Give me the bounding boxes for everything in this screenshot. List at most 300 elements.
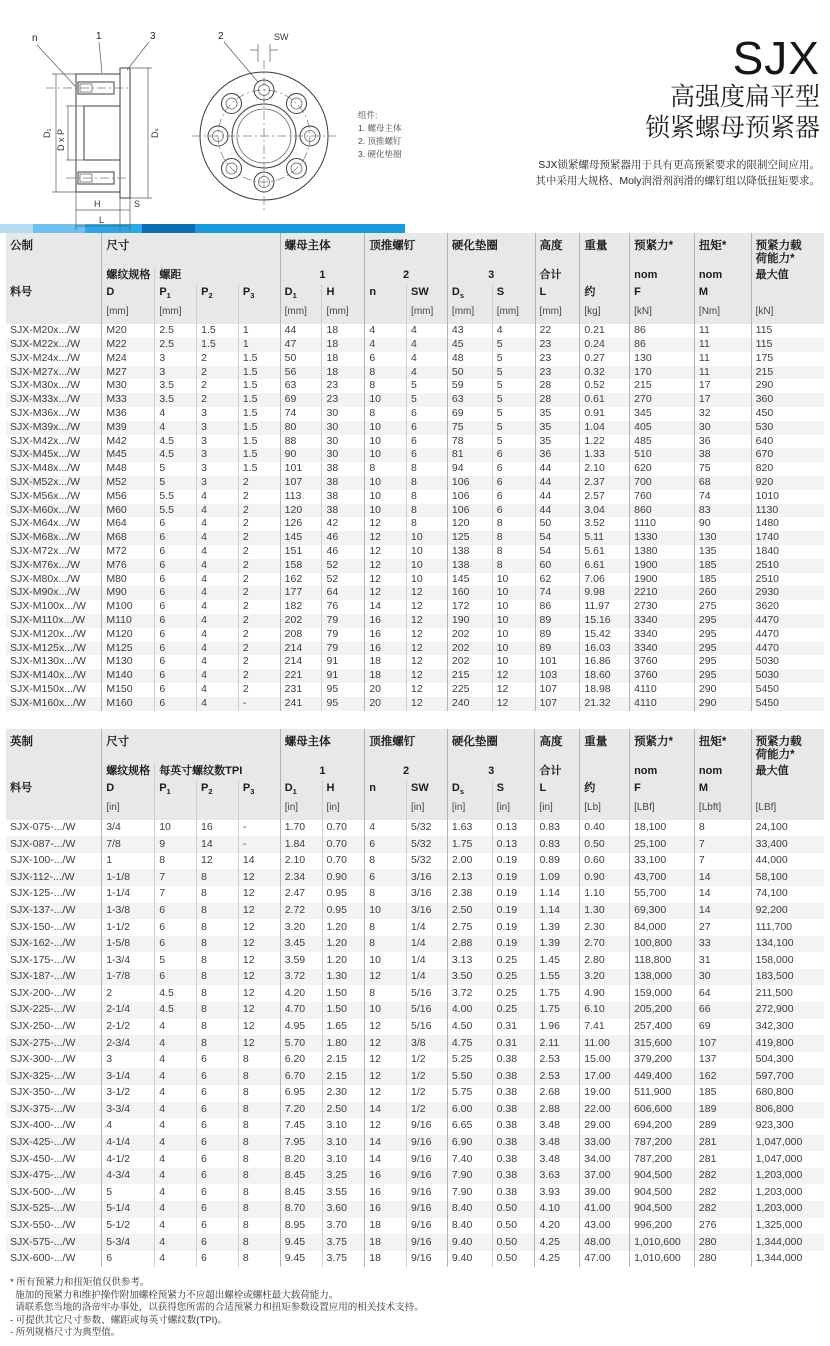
table-cell: 5 (407, 379, 448, 393)
table-cell: 10 (365, 448, 407, 462)
header-cell (6, 800, 102, 820)
table-cell: 8 (492, 545, 535, 559)
header-cell: nom (694, 267, 751, 284)
table-cell: 0.25 (492, 985, 535, 1002)
table-cell: 79 (322, 628, 365, 642)
table-cell: 5 (492, 407, 535, 421)
table-cell: 9/16 (407, 1135, 448, 1152)
dim-s: S (134, 199, 141, 209)
table-cell: 280 (694, 1234, 751, 1251)
table-cell: 5 (492, 435, 535, 449)
description-line-1: SJX锁紧螺母预紧器用于具有更高预紧要求的限制空间应用。 (538, 159, 820, 171)
table-cell: 14 (694, 869, 751, 886)
table-cell: M33 (102, 393, 155, 407)
table-cell: 18 (365, 1218, 407, 1235)
table-cell: 1.14 (535, 903, 580, 920)
header-cell: 螺纹规格 (102, 763, 155, 780)
table-cell: 35 (535, 421, 580, 435)
header-cell: L (535, 284, 580, 304)
table-cell: 1,010,600 (630, 1251, 695, 1268)
table-cell: 4 (197, 559, 239, 573)
table-cell: SJX-M36x.../W (10, 406, 81, 419)
table-cell: 4 (155, 1085, 197, 1102)
header-cell (6, 763, 102, 780)
table-cell: 18.60 (580, 669, 630, 683)
table-cell: 6 (155, 586, 197, 600)
table-cell: 6 (197, 1201, 239, 1218)
table-cell: 1.5 (238, 366, 280, 380)
table-cell: 2 (197, 366, 239, 380)
table-cell: 0.38 (492, 1085, 535, 1102)
table-cell: SJX-M76x.../W (10, 558, 81, 571)
header-cell: 重量 (580, 233, 630, 267)
table-row (6, 379, 824, 393)
table-cell: 44 (280, 324, 322, 338)
table-cell: 9/16 (407, 1168, 448, 1185)
table-cell: 1.63 (447, 820, 492, 837)
table-cell: 0.38 (492, 1052, 535, 1069)
table-cell: M130 (102, 655, 155, 669)
table-cell: 1 (102, 853, 155, 870)
footnote-line: - 所列规格尺寸为典型值。 (10, 1327, 121, 1339)
table-row (6, 545, 824, 559)
table-cell: 1.5 (238, 462, 280, 476)
table-cell: 12 (365, 969, 407, 986)
table-cell: 12 (407, 669, 448, 683)
table-cell: 5030 (751, 655, 824, 669)
table-cell: 10 (365, 435, 407, 449)
header-cell: F (630, 284, 695, 304)
table-cell: 5 (102, 1184, 155, 1201)
table-cell: 0.38 (492, 1184, 535, 1201)
table-cell: 81 (447, 448, 492, 462)
table-row (6, 407, 824, 421)
table-cell: 34.00 (580, 1151, 630, 1168)
table-cell: 2.70 (580, 936, 630, 953)
table-cell: 2 (238, 642, 280, 656)
table-cell: 6 (492, 504, 535, 518)
table-cell: 74 (535, 586, 580, 600)
table-cell: 12 (238, 952, 280, 969)
table-cell: 6 (492, 490, 535, 504)
table-cell: 10 (365, 903, 407, 920)
table-cell: 10 (365, 476, 407, 490)
table-row (6, 1035, 824, 1052)
table-row (6, 1168, 824, 1185)
table-cell: 120 (447, 517, 492, 531)
table-cell: 46 (322, 545, 365, 559)
table-cell: SJX-137-.../W (10, 903, 76, 916)
table-cell: - (238, 836, 280, 853)
table-cell: 5.61 (580, 545, 630, 559)
table-cell: 0.91 (580, 407, 630, 421)
table-cell: 1.75 (535, 985, 580, 1002)
table-cell: 4 (197, 628, 239, 642)
table-cell: 101 (280, 462, 322, 476)
table-cell: 75 (694, 462, 751, 476)
table-cell: 2.68 (535, 1085, 580, 1102)
header-cell: 公制 (6, 233, 102, 267)
table-cell: 8.45 (280, 1168, 322, 1185)
header-cell: 最大值 (751, 763, 824, 780)
table-cell: 92,200 (751, 903, 824, 920)
table-cell: SJX-M39x.../W (10, 420, 81, 433)
table-cell: 6.65 (447, 1118, 492, 1135)
table-cell: 118,800 (630, 952, 695, 969)
table-cell: SJX-M24x.../W (10, 351, 81, 364)
header-cell: 合计 (535, 267, 580, 284)
table-cell: 74 (694, 490, 751, 504)
table-cell: 272,900 (751, 1002, 824, 1019)
table-cell: 91 (322, 655, 365, 669)
table-cell: 787,200 (630, 1151, 695, 1168)
table-cell: M140 (102, 669, 155, 683)
table-cell: SJX-112-.../W (10, 870, 75, 883)
table-cell: 126 (280, 517, 322, 531)
table-cell: 30 (322, 435, 365, 449)
table-row (6, 683, 824, 697)
table-cell: 0.19 (492, 886, 535, 903)
table-cell: 3-1/2 (102, 1085, 155, 1102)
table-cell: 0.83 (535, 820, 580, 837)
table-cell: 3.59 (280, 952, 322, 969)
table-cell: 1-7/8 (102, 969, 155, 986)
table-cell: 12 (238, 985, 280, 1002)
table-cell: 12 (365, 1085, 407, 1102)
table-cell: 2-3/4 (102, 1035, 155, 1052)
table-cell: 1-5/8 (102, 936, 155, 953)
footnote-line: 施加的预紧力和维护操作附加螺栓预紧力不应超出螺栓或螺柱最大载荷能力。 (10, 1289, 339, 1301)
table-cell: 5 (492, 338, 535, 352)
table-row (6, 628, 824, 642)
table-cell: 1.96 (535, 1019, 580, 1036)
table-cell: 8 (197, 936, 239, 953)
header-cell: 高度 (535, 729, 580, 763)
table-cell: 185 (694, 1085, 751, 1102)
table-cell: 3.10 (322, 1135, 365, 1152)
table-cell: M48 (102, 462, 155, 476)
table-cell: 8 (238, 1068, 280, 1085)
table-cell: SJX-M120x.../W (10, 627, 86, 640)
dim-h: H (94, 199, 101, 209)
header-cell: 螺母主体 (280, 233, 365, 267)
table-cell: 1.55 (535, 969, 580, 986)
table-cell: 511,900 (630, 1085, 695, 1102)
table-cell: 2.5 (155, 324, 197, 338)
header-cell: 约 (580, 284, 630, 304)
table-cell: 4 (407, 338, 448, 352)
table-cell: 221 (280, 669, 322, 683)
table-cell: 38 (322, 462, 365, 476)
table-cell: 281 (694, 1151, 751, 1168)
table-cell: 4 (197, 642, 239, 656)
table-cell: 6 (365, 836, 407, 853)
section-view (32, 31, 160, 230)
table-cell: 107 (535, 683, 580, 697)
table-cell: 3340 (630, 614, 695, 628)
header-cell: 每英寸螺纹数TPI (155, 763, 281, 780)
table-cell: 9/16 (407, 1118, 448, 1135)
table-cell: 44,000 (751, 853, 824, 870)
table-cell: 208 (280, 628, 322, 642)
table-cell: 8 (365, 379, 407, 393)
table-cell: 0.32 (580, 366, 630, 380)
table-cell: 3.55 (322, 1184, 365, 1201)
table-cell: 1.20 (322, 936, 365, 953)
table-cell: SJX-M160x.../W (10, 696, 86, 709)
table-cell: 2 (238, 517, 280, 531)
table-cell: 8 (197, 886, 239, 903)
table-cell: 33 (694, 936, 751, 953)
table-cell: 2510 (751, 573, 824, 587)
table-cell: 2 (102, 985, 155, 1002)
table-cell: 240 (447, 697, 492, 711)
table-cell: 4 (365, 338, 407, 352)
table-cell: 4470 (751, 642, 824, 656)
table-cell: 14 (365, 600, 407, 614)
table-cell: SJX-M42x.../W (10, 434, 81, 447)
table-cell: 12 (407, 697, 448, 711)
table-cell: 1330 (630, 531, 695, 545)
table-cell: M52 (102, 476, 155, 490)
table-row (6, 352, 824, 366)
table-cell: 14 (365, 1102, 407, 1119)
table-cell: 95 (322, 683, 365, 697)
legend-title: 组件: (358, 110, 378, 120)
header-cell: $P_3$ (238, 284, 280, 304)
table-cell: 95 (322, 697, 365, 711)
table-cell: 44 (535, 504, 580, 518)
table-cell: 80 (280, 421, 322, 435)
header-cell (197, 800, 239, 820)
header-cell: [in] (535, 800, 580, 820)
table-cell: M72 (102, 545, 155, 559)
table-row (6, 462, 824, 476)
table-row (6, 903, 824, 920)
table-cell: 2 (238, 476, 280, 490)
table-cell: 8 (197, 1035, 239, 1052)
table-cell: 6.61 (580, 559, 630, 573)
table-cell: 3 (155, 366, 197, 380)
table-cell: 16 (365, 1184, 407, 1201)
header-cell: [kg] (580, 304, 630, 324)
table-cell: 6 (197, 1068, 239, 1085)
table-cell: 4 (155, 1201, 197, 1218)
table-cell: 18 (322, 366, 365, 380)
table-cell: SJX-600-.../W (10, 1252, 76, 1265)
table-cell: 5.50 (447, 1068, 492, 1085)
header-cell: F (630, 780, 695, 800)
table-cell: 158,000 (751, 952, 824, 969)
table-cell: 1110 (630, 517, 695, 531)
table-cell: 12 (365, 1052, 407, 1069)
table-cell: 3760 (630, 655, 695, 669)
table-cell: 4 (155, 421, 197, 435)
table-cell: 450 (751, 407, 824, 421)
table-row (6, 655, 824, 669)
table-cell: 680,800 (751, 1085, 824, 1102)
table-cell: 4-3/4 (102, 1168, 155, 1185)
table-cell: 3-1/4 (102, 1068, 155, 1085)
table-cell: 3.72 (280, 969, 322, 986)
table-cell: 10 (365, 490, 407, 504)
table-cell: 23 (322, 393, 365, 407)
table-cell: 1,047,000 (751, 1151, 824, 1168)
table-cell: 860 (630, 504, 695, 518)
table-cell: 0.50 (492, 1201, 535, 1218)
header-cell: $P_3$ (238, 780, 280, 800)
table-cell: 2 (238, 669, 280, 683)
header-cell: H (322, 284, 365, 304)
table-cell: 14 (365, 1135, 407, 1152)
table-cell: 3/4 (102, 820, 155, 837)
table-cell: 130 (630, 352, 695, 366)
table-cell: 9.45 (280, 1234, 322, 1251)
table-cell: 7 (694, 836, 751, 853)
table-cell: 12 (407, 683, 448, 697)
table-cell: 2 (238, 573, 280, 587)
table-cell: SJX-125-.../W (10, 887, 76, 900)
table-cell: 19.00 (580, 1085, 630, 1102)
table-cell: 290 (694, 683, 751, 697)
table-row (6, 476, 824, 490)
table-cell: SJX-M48x.../W (10, 462, 81, 475)
table-cell: 8 (197, 1019, 239, 1036)
table-cell: 0.13 (492, 820, 535, 837)
table-cell: 0.19 (492, 919, 535, 936)
table-cell: SJX-M100x.../W (10, 600, 86, 613)
table-cell: 3.93 (535, 1184, 580, 1201)
table-cell: SJX-375-.../W (10, 1102, 76, 1115)
header-cell: $D_1$ (280, 284, 322, 304)
table-cell: 10 (492, 655, 535, 669)
footnotes (10, 1277, 820, 1340)
table-cell: 3620 (751, 600, 824, 614)
table-cell: SJX-162-.../W (10, 937, 76, 950)
table-cell: 2.15 (322, 1052, 365, 1069)
table-cell: 8 (365, 886, 407, 903)
metric-table (0, 233, 830, 711)
table-cell: 7.45 (280, 1118, 322, 1135)
table-cell: 8 (197, 969, 239, 986)
subtitle-line-1: 高强度扁平型 (669, 83, 820, 111)
table-cell: 2 (238, 490, 280, 504)
table-row (6, 952, 824, 969)
table-cell: 670 (751, 448, 824, 462)
table-cell: 1480 (751, 517, 824, 531)
table-cell: 4.5 (155, 448, 197, 462)
table-cell: 0.70 (322, 853, 365, 870)
header-cell: $D_s$ (447, 284, 492, 304)
table-cell: 295 (694, 614, 751, 628)
table-cell: 9.98 (580, 586, 630, 600)
table-cell: 211,500 (751, 985, 824, 1002)
table-cell: 7 (155, 886, 197, 903)
table-cell: 3.48 (535, 1118, 580, 1135)
table-cell: 6 (197, 1102, 239, 1119)
table-cell: 8.45 (280, 1184, 322, 1201)
header-cell (6, 304, 102, 324)
table-cell: 419,800 (751, 1035, 824, 1052)
table-row (6, 1118, 824, 1135)
header-cell: [in] (280, 800, 322, 820)
header-cell: 1 (280, 267, 365, 284)
table-cell: 138 (447, 559, 492, 573)
table-cell: SJX-525-.../W (10, 1202, 76, 1215)
table-cell: M39 (102, 421, 155, 435)
header-cell: 重量 (580, 729, 630, 763)
header-cell: nom (694, 763, 751, 780)
table-cell: 6 (155, 683, 197, 697)
table-cell: SJX-100-.../W (10, 854, 76, 867)
table-cell: 2 (238, 531, 280, 545)
table-cell: 138,000 (630, 969, 695, 986)
table-cell: 7 (694, 853, 751, 870)
table-cell: 6 (155, 936, 197, 953)
table-cell: 10 (492, 573, 535, 587)
table-cell: 4 (197, 490, 239, 504)
table-cell: 7.40 (447, 1151, 492, 1168)
table-cell: 4470 (751, 628, 824, 642)
table-cell: M76 (102, 559, 155, 573)
table-cell: 3.52 (580, 517, 630, 531)
table-cell: 4 (197, 697, 239, 711)
table-cell: SJX-M27x.../W (10, 365, 81, 378)
table-cell: 1130 (751, 504, 824, 518)
table-cell: 510 (630, 448, 695, 462)
header-cell: 尺寸 (102, 729, 281, 763)
table-row (6, 1151, 824, 1168)
table-cell: 8 (407, 476, 448, 490)
table-cell: 89 (535, 628, 580, 642)
table-cell: 86 (630, 338, 695, 352)
table-cell: 3.60 (322, 1201, 365, 1218)
header-cell (580, 763, 630, 780)
table-cell: 2 (197, 352, 239, 366)
table-cell: 1/2 (407, 1102, 448, 1119)
table-cell: 106 (447, 504, 492, 518)
table-cell: 1.39 (535, 936, 580, 953)
table-cell: SJX-M80x.../W (10, 572, 81, 585)
table-cell: SJX-M60x.../W (10, 503, 81, 516)
table-cell: 0.19 (492, 903, 535, 920)
table-cell: 30 (322, 448, 365, 462)
table-row (6, 1218, 824, 1235)
table-cell: 1.14 (535, 886, 580, 903)
header-cell: 合计 (535, 763, 580, 780)
table-cell: 597,700 (751, 1068, 824, 1085)
table-cell: 0.60 (580, 853, 630, 870)
table-cell: 9.40 (447, 1234, 492, 1251)
table-cell: 4.25 (535, 1234, 580, 1251)
table-cell: 260 (694, 586, 751, 600)
header-cell: D (102, 284, 155, 304)
table-cell: 4 (197, 531, 239, 545)
table-cell: 1.5 (238, 352, 280, 366)
data-table (6, 233, 824, 711)
table-cell: 6.20 (280, 1052, 322, 1069)
table-cell: 0.50 (492, 1251, 535, 1268)
table-cell: 0.95 (322, 903, 365, 920)
table-cell: 6 (492, 476, 535, 490)
table-cell: 5 (155, 462, 197, 476)
table-cell: 295 (694, 669, 751, 683)
header-cell: [mm] (155, 304, 197, 324)
table-cell: 8 (197, 919, 239, 936)
table-cell: 5 (492, 421, 535, 435)
table-cell: 2 (238, 545, 280, 559)
table-cell: 4.25 (535, 1251, 580, 1268)
